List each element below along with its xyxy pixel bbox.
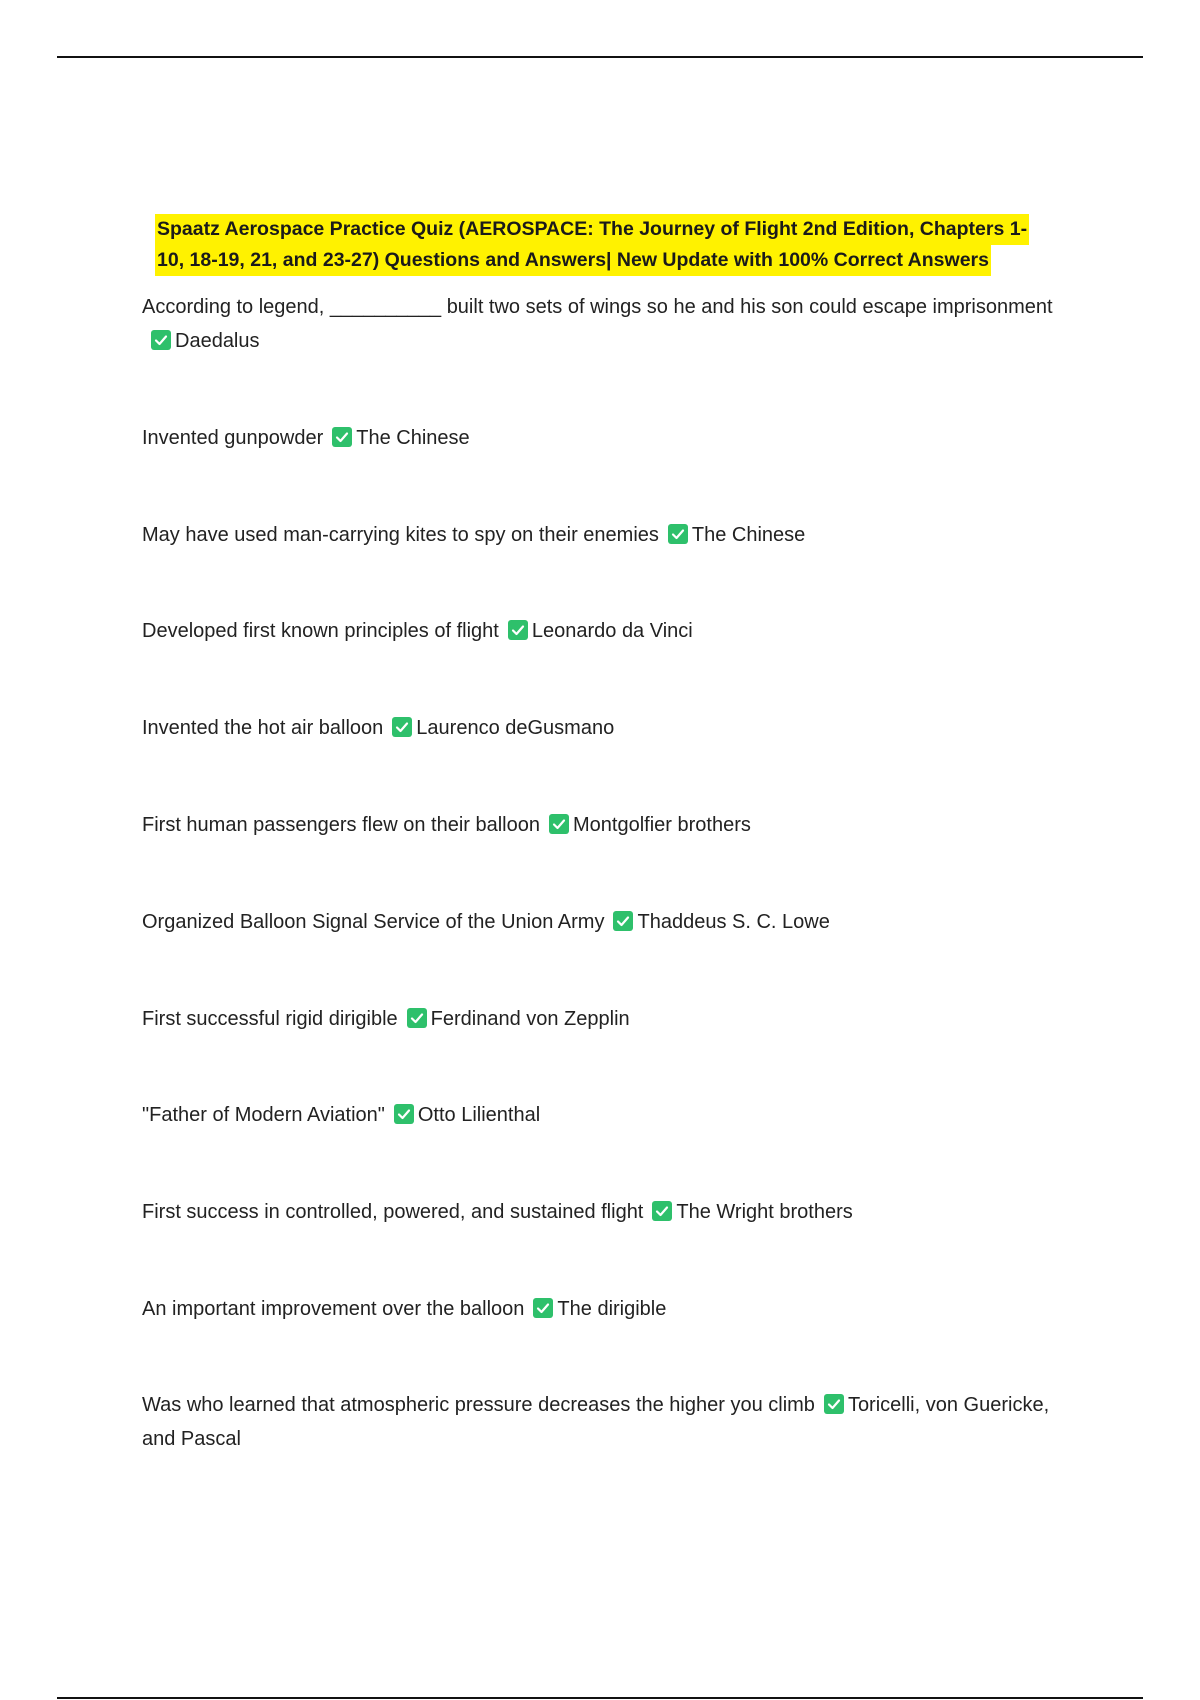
question-text: Invented the hot air balloon — [142, 717, 384, 739]
qa-item — [142, 1002, 1057, 1036]
checkmark-icon — [824, 1394, 844, 1414]
answer-text: The Chinese — [356, 427, 470, 449]
question-text: First success in controlled, powered, and sustained flight — [142, 1201, 644, 1223]
answer-text: The Chinese — [691, 524, 806, 546]
question-text: Organized Balloon Signal Service of the Union Army — [142, 911, 605, 933]
title-line-1: Spaatz Aerospace Practice Quiz (AEROSPACE: The Journey of Flight 2nd Edition, Chapters 1- — [155, 214, 1029, 245]
top-divider — [57, 56, 1143, 58]
checkmark-icon — [613, 911, 633, 931]
qa-item — [142, 1292, 1057, 1326]
question-text: "Father of Modern Aviation" — [142, 1104, 385, 1126]
qa-item — [142, 1098, 1057, 1132]
bottom-divider — [57, 1697, 1143, 1699]
answer-text: Ferdinand von Zepplin — [430, 1008, 630, 1030]
answer-text: Laurenco deGusmano — [416, 717, 615, 739]
question-text: May have used man-carrying kites to spy on their enemies — [142, 524, 659, 546]
answer-text: Leonardo da Vinci — [531, 620, 693, 642]
qa-item — [142, 421, 1057, 455]
question-text: First human passengers flew on their balloon — [142, 814, 540, 836]
title-line-2: 10, 18-19, 21, and 23-27) Questions and Answers| New Update with 100% Correct Answers — [155, 245, 991, 276]
checkmark-icon — [151, 330, 171, 350]
qa-item — [142, 518, 1057, 552]
question-text: Invented gunpowder — [142, 427, 324, 449]
qa-item — [142, 1195, 1057, 1229]
question-text: Developed first known principles of flight — [142, 620, 499, 642]
answer-text: Otto Lilienthal — [417, 1104, 541, 1126]
qa-item — [142, 1388, 1057, 1456]
answer-text: The dirigible — [557, 1298, 667, 1320]
checkmark-icon — [392, 717, 412, 737]
checkmark-icon — [332, 427, 352, 447]
answer-text: Thaddeus S. C. Lowe — [637, 911, 830, 933]
qa-item — [142, 905, 1057, 939]
question-text: An important improvement over the balloon — [142, 1298, 525, 1320]
checkmark-icon — [533, 1298, 553, 1318]
answer-text: Montgolfier brothers — [573, 814, 751, 836]
checkmark-icon — [394, 1104, 414, 1124]
qa-item — [142, 290, 1057, 358]
question-text: Was who learned that atmospheric pressure decreases the higher you climb — [142, 1394, 815, 1416]
answer-text: Toricelli, von Guericke, and Pascal — [142, 1394, 1050, 1450]
answer-text: Daedalus — [175, 330, 260, 352]
qa-item — [142, 711, 1057, 745]
answer-text: The Wright brothers — [676, 1201, 853, 1223]
question-text: First successful rigid dirigible — [142, 1008, 398, 1030]
checkmark-icon — [549, 814, 569, 834]
question-text: According to legend, __________ built two sets of wings so he and his son could escape imprisonment — [142, 296, 1053, 318]
checkmark-icon — [668, 524, 688, 544]
qa-item — [142, 614, 1057, 648]
qa-item — [142, 808, 1057, 842]
checkmark-icon — [407, 1008, 427, 1028]
checkmark-icon — [508, 620, 528, 640]
document-title — [155, 214, 1055, 276]
checkmark-icon — [652, 1201, 672, 1221]
